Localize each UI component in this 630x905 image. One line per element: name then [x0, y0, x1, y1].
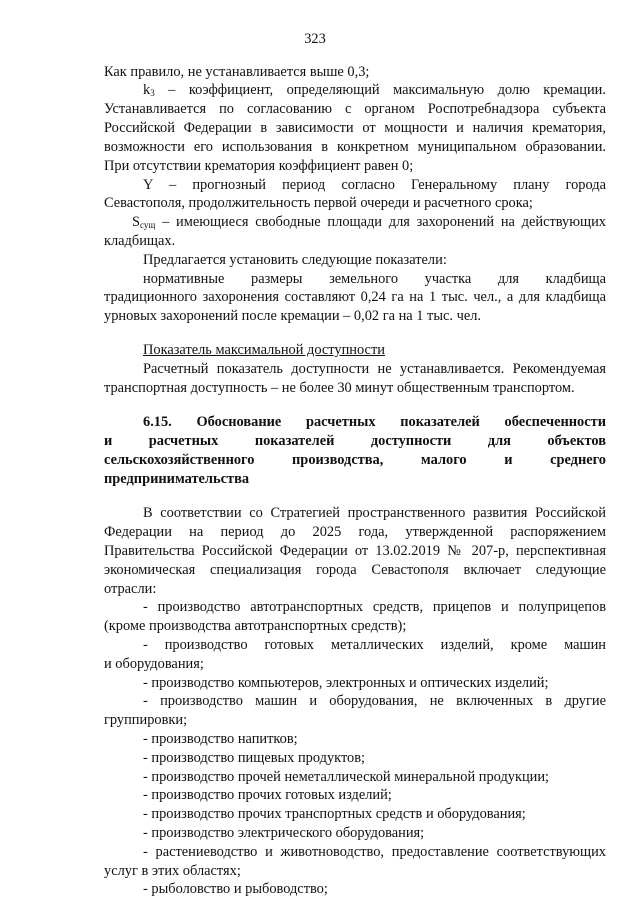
- text-line: Y – прогнозный период согласно Генеральному плану города: [143, 177, 606, 193]
- list-item: - рыболовство и рыбоводство;: [143, 881, 328, 897]
- text-line: возможности его использования в конкретном муниципальном образовании.: [104, 139, 606, 155]
- list-item-cont: услуг в этих областях;: [104, 863, 241, 879]
- text-line: При отсутствии крематория коэффициент равен 0;: [104, 158, 414, 174]
- list-item: - производство готовых металлических изделий, кроме машин: [143, 637, 606, 653]
- page-number: 323: [304, 31, 326, 47]
- text-line: Правительства Российской Федерации от 13.02.2019 № 207-р, перспективная: [104, 543, 606, 559]
- list-item: - производство пищевых продуктов;: [143, 750, 366, 766]
- text-line-s: $S_{сущ}$ – имеющиеся свободные площади для захоронений на действующих: [132, 214, 606, 230]
- section-heading: предпринимательства: [104, 471, 250, 487]
- text-line: отрасли:: [104, 581, 157, 597]
- text-line: Расчетный показатель доступности не устанавливается. Рекомендуемая: [143, 361, 606, 377]
- text-line: традиционного захоронения составляют 0,24 га на 1 тыс. чел., а для кладбища: [104, 289, 606, 305]
- text-line: кладбищах.: [104, 233, 176, 249]
- section-heading: и расчетных показателей доступности для объектов: [104, 433, 606, 449]
- list-item-cont: (кроме производства автотранспортных средств);: [104, 618, 407, 634]
- text-line: Как правило, не устанавливается выше 0,3;: [104, 64, 370, 80]
- list-item-cont: группировки;: [104, 712, 188, 728]
- section-heading: 6.15. Обоснование расчетных показателей обеспеченности: [143, 414, 606, 430]
- list-item: - производство компьютеров, электронных и оптических изделий;: [143, 675, 549, 691]
- text-line: Российской Федерации в зависимости от мощности и наличия крематория,: [104, 120, 606, 136]
- text-line-k3: $k_3$ – коэффициент, определяющий максимальную долю кремации.: [143, 82, 606, 98]
- list-item: - производство прочих транспортных средств и оборудования;: [143, 806, 526, 822]
- text-line: Предлагается установить следующие показатели:: [143, 252, 447, 268]
- list-item: - производство электрического оборудования;: [143, 825, 425, 841]
- text-line: транспортная доступность – не более 30 минут общественным транспортом.: [104, 380, 575, 396]
- list-item: - производство прочей неметаллической минеральной продукции;: [143, 769, 550, 785]
- text-line: В соответствии со Стратегией пространственного развития Российской: [143, 505, 606, 521]
- section-heading: сельскохозяйственного производства, малого и среднего: [104, 452, 606, 468]
- list-item: - производство автотранспортных средств, прицепов и полуприцепов: [143, 599, 606, 615]
- list-item: - производство машин и оборудования, не включенных в другие: [143, 693, 606, 709]
- text-line: экономическая специализация города Севастополя включает следующие: [104, 562, 606, 578]
- list-item: - производство прочих готовых изделий;: [143, 787, 392, 803]
- text-line: нормативные размеры земельного участка для кладбища: [143, 271, 606, 287]
- text-line: Устанавливается по согласованию с органом Роспотребнадзора субъекта: [104, 101, 606, 117]
- list-item: - растениеводство и животноводство, предоставление соответствующих: [143, 844, 606, 860]
- text-line: Федерации на период до 2025 года, утвержденной распоряжением: [104, 524, 606, 540]
- text-line: Севастополя, продолжительность первой очереди и расчетного срока;: [104, 195, 533, 211]
- list-item-cont: и оборудования;: [104, 656, 204, 672]
- list-item: - производство напитков;: [143, 731, 298, 747]
- subsection-heading: Показатель максимальной доступности: [143, 342, 385, 358]
- s-symbol: $S_{сущ}$: [132, 214, 156, 230]
- k3-symbol: $k_3$: [143, 82, 155, 98]
- text-line: урновых захоронений после кремации – 0,02 га на 1 тыс. чел.: [104, 308, 482, 324]
